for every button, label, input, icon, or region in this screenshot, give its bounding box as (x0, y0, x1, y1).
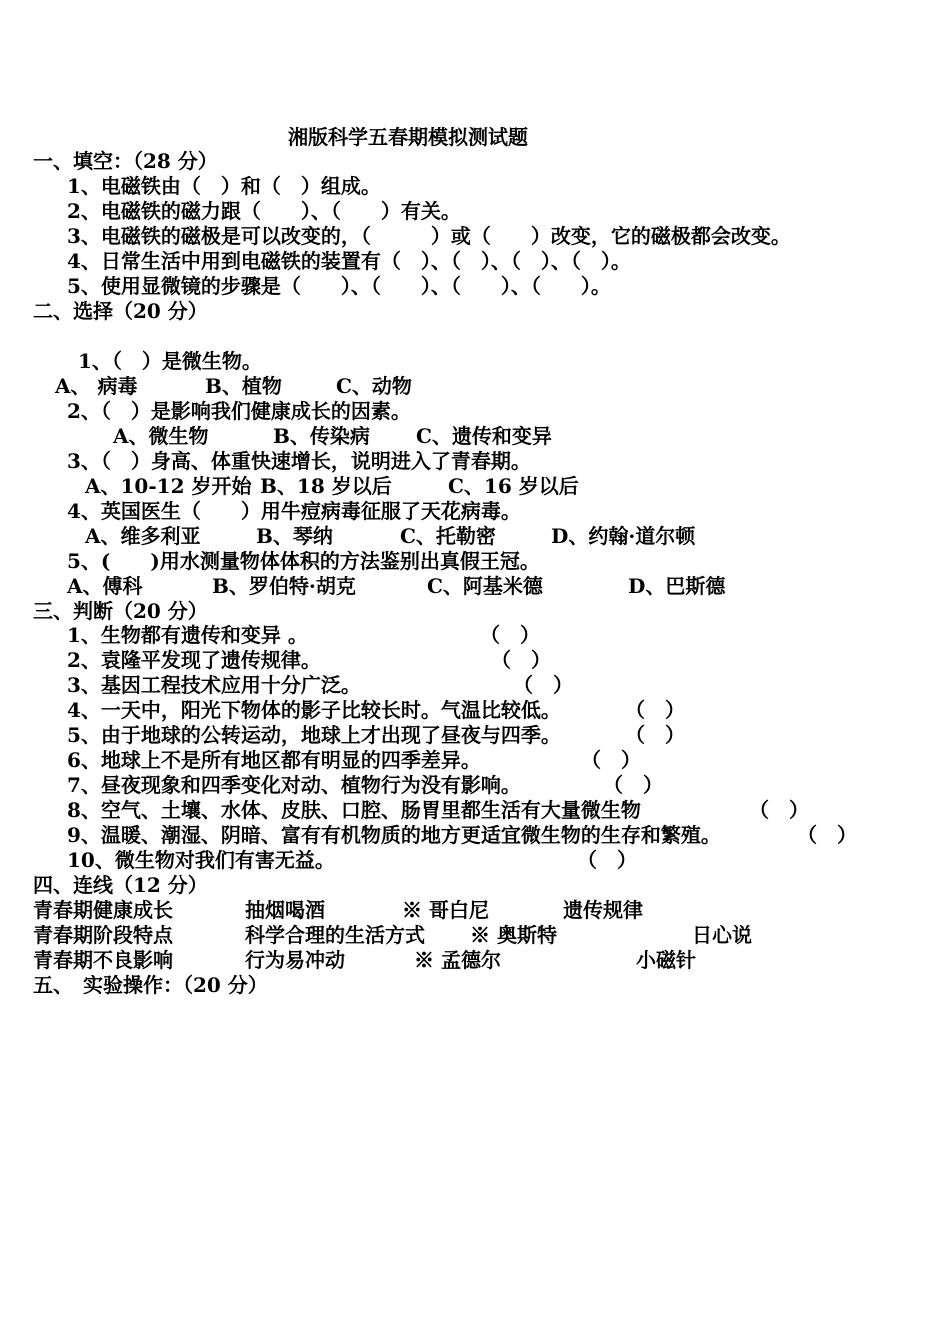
judge-item: 8、空气、土壤、水体、皮肤、口腔、肠胃里都生活有大量微生物 (67, 798, 641, 822)
choice-option: D、约翰·道尔顿 (551, 524, 696, 548)
judge-paren: （ ） (577, 848, 637, 872)
choice-question: 2、（ ）是影响我们健康成长的因素。 (67, 399, 411, 423)
choice-option: A、10-12 岁开始 (85, 474, 252, 498)
choice-option: B、植物 (205, 374, 282, 398)
judge-item: 4、一天中，阳光下物体的影子比较长时。气温比较低。 (67, 698, 561, 722)
judge-item: 9、温暖、潮湿、阴暗、富有有机物质的地方更适宜微生物的生存和繁殖。 (67, 823, 721, 847)
judge-paren: （ ） (513, 673, 573, 697)
judge-paren: （ ） (749, 798, 809, 822)
section-heading-choice: 二、选择（20 分） (33, 299, 208, 323)
match-cell: ※ 孟德尔 (414, 948, 501, 972)
section-heading-judge: 三、判断（20 分） (33, 599, 208, 623)
match-cell: 青春期健康成长 (33, 898, 173, 922)
choice-option: C、16 岁以后 (448, 474, 579, 498)
choice-option: B、琴纳 (256, 524, 333, 548)
choice-option: C、遗传和变异 (416, 424, 552, 448)
match-cell: ※ 哥白尼 (402, 898, 489, 922)
match-cell: 青春期阶段特点 (33, 923, 173, 947)
choice-option: A、傅科 (67, 574, 143, 598)
judge-paren: （ ） (480, 623, 540, 647)
match-cell: 抽烟喝酒 (245, 898, 325, 922)
section-heading-experiment: 五、 实验操作：（20 分） (33, 973, 268, 997)
choice-option: C、阿基米德 (427, 574, 543, 598)
fill-item: 3、电磁铁的磁极是可以改变的，（ ）或（ ）改变，它的磁极都会改变。 (67, 224, 791, 248)
judge-paren: （ ） (625, 698, 685, 722)
match-cell: ※ 奥斯特 (470, 923, 557, 947)
judge-item: 10、微生物对我们有害无益。 (67, 848, 335, 872)
choice-option: B、18 岁以后 (260, 474, 392, 498)
match-cell: 青春期不良影响 (33, 948, 173, 972)
choice-question: 5、( )用水测量物体体积的方法鉴别出真假王冠。 (67, 549, 540, 573)
judge-paren: （ ） (491, 648, 551, 672)
judge-item: 3、基因工程技术应用十分广泛。 (67, 673, 361, 697)
choice-question: 1、（ ）是微生物。 (78, 349, 262, 373)
judge-paren: （ ） (603, 773, 663, 797)
fill-item: 1、电磁铁由（ ）和（ ）组成。 (67, 174, 381, 198)
judge-paren: （ ） (581, 748, 641, 772)
choice-option: A、微生物 (113, 424, 209, 448)
choice-question: 4、英国医生（ ）用牛痘病毒征服了天花病毒。 (67, 499, 521, 523)
judge-item: 1、生物都有遗传和变异 。 (67, 623, 308, 647)
judge-paren: （ ） (797, 823, 857, 847)
judge-item: 2、袁隆平发现了遗传规律。 (67, 648, 321, 672)
page-title: 湘版科学五春期模拟测试题 (288, 125, 528, 149)
fill-item: 4、日常生活中用到电磁铁的装置有（ ）、（ ）、（ ）、（ ）。 (67, 249, 631, 273)
judge-paren: （ ） (625, 723, 685, 747)
match-cell: 科学合理的生活方式 (245, 923, 425, 947)
judge-item: 7、昼夜现象和四季变化对动、植物行为没有影响。 (67, 773, 521, 797)
choice-option: C、动物 (336, 374, 412, 398)
match-cell: 行为易冲动 (245, 948, 345, 972)
match-cell: 小磁针 (636, 948, 696, 972)
judge-item: 5、由于地球的公转运动，地球上才出现了昼夜与四季。 (67, 723, 561, 747)
choice-option: B、罗伯特·胡克 (212, 574, 356, 598)
choice-question: 3、（ ）身高、体重快速增长，说明进入了青春期。 (67, 449, 531, 473)
choice-option: A、 病毒 (55, 374, 138, 398)
fill-item: 5、使用显微镜的步骤是（ ）、（ ）、（ ）、（ ）。 (67, 274, 611, 298)
section-heading-match: 四、连线（12 分） (33, 873, 208, 897)
choice-option: B、传染病 (273, 424, 370, 448)
fill-item: 2、电磁铁的磁力跟（ ）、（ ）有关。 (67, 199, 461, 223)
choice-option: A、维多利亚 (85, 524, 201, 548)
choice-option: D、巴斯德 (628, 574, 726, 598)
match-cell: 遗传规律 (563, 898, 643, 922)
choice-option: C、托勒密 (400, 524, 496, 548)
section-heading-fill: 一、填空：（28 分） (33, 149, 218, 173)
judge-item: 6、地球上不是所有地区都有明显的四季差异。 (67, 748, 481, 772)
match-cell: 日心说 (692, 923, 752, 947)
